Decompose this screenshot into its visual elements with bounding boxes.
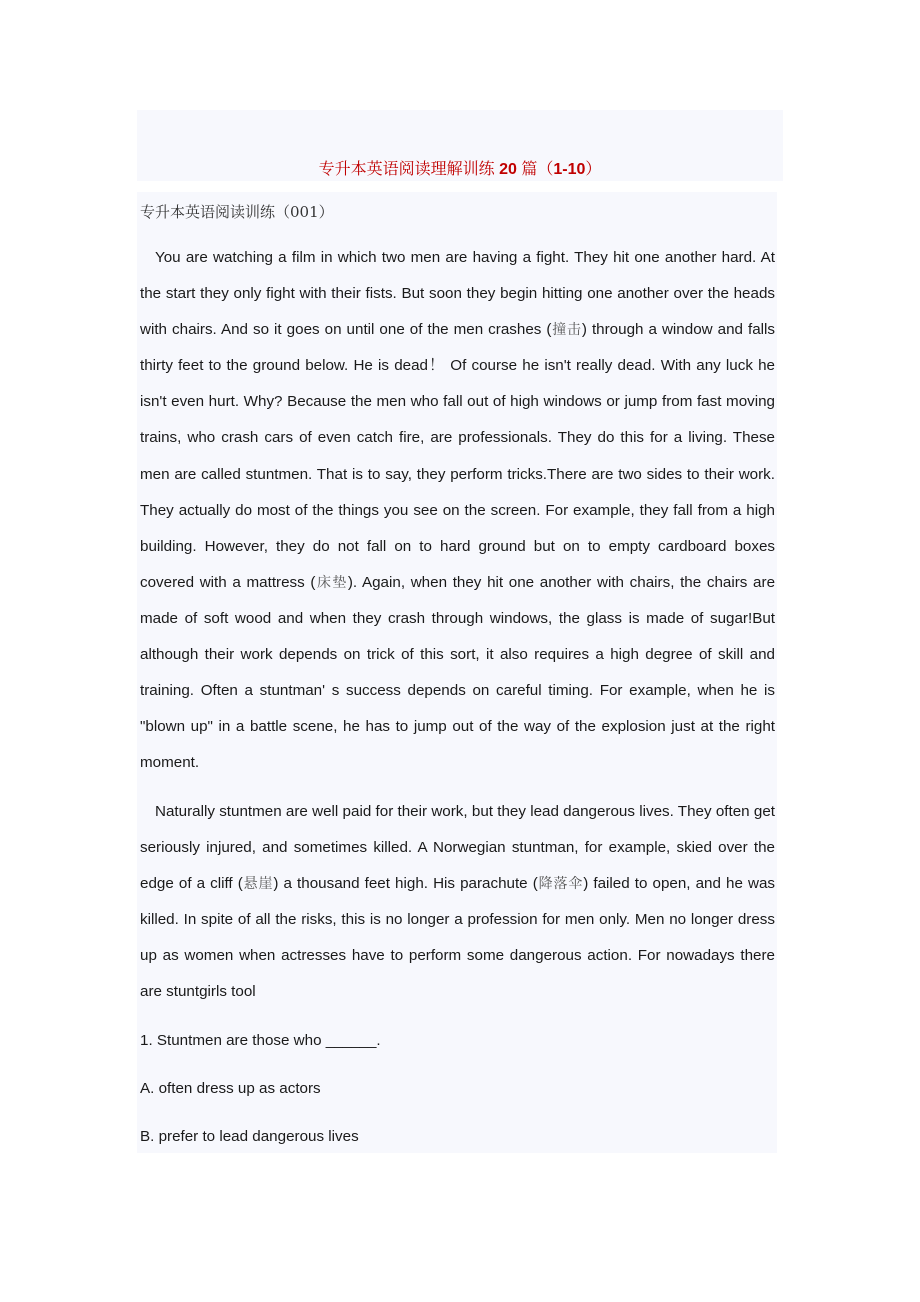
title-close: ） (585, 159, 602, 178)
passage-paragraph-1 (140, 240, 775, 781)
title-text-2: 篇（ (521, 159, 554, 178)
title-number: 20 (499, 161, 517, 178)
title-text: 专升本英语阅读理解训练 (318, 159, 495, 178)
section-heading: 专升本英语阅读训练（001） (140, 203, 334, 221)
document-title (137, 158, 783, 181)
para2-gloss-1: 悬崖 (242, 876, 274, 893)
title-range: 1-10 (553, 161, 586, 178)
para1-text-2: ) through a window and falls thirty feet to the ground below. He is dead！ Of course he isn't really dead. With any luck he isn't even hurt. Why? Because the men who fall out of high windows or jump from fast moving trains, who crash cars of even catch fire, are professionals. They do this for a living. These men are called stuntmen. That is to say, they perform tricks.There are two sides to their work. They actually do most of the things you see on the screen. For example, they fall from a high building. However, they do not fall on to hard ground but on to empty cardboard boxes covered with a mattress ( (140, 321, 776, 591)
para1-text-1: You are watching a film in which two men are having a fight. They hit one another hard. At the start they only fight with their fists. But soon they begin hitting one another over the heads with chairs. And so it goes on until one of the men crashes ( (140, 249, 775, 339)
title-banner (137, 110, 783, 181)
question-1-stem: 1. Stuntmen are those who ______. (140, 1032, 381, 1049)
para2-text-2: ) a thousand feet high. His parachute ( (273, 875, 538, 893)
question-1-option-b: B. prefer to lead dangerous lives (140, 1128, 359, 1145)
para1-gloss-1: 撞击 (551, 322, 582, 339)
question-1-option-a: A. often dress up as actors (140, 1080, 321, 1097)
passage-paragraph-2 (140, 794, 775, 1011)
para2-gloss-2: 降落伞 (537, 876, 584, 893)
para1-gloss-2: 床垫 (315, 574, 348, 591)
reading-passage-container (137, 192, 777, 1153)
para2-text-1: Naturally stuntmen are well paid for their work, but they lead dangerous lives. They often get seriously injured, and sometimes killed. A Norwegian stuntman, for example, skied over the edge of a cliff ( (140, 803, 775, 893)
para2-text-3: ) failed to open, and he was killed. In spite of all the risks, this is no longer a profession for men only. Men no longer dress up as women when actresses have to perform some dangerous action. For nowadays there are stuntgirls tool (140, 875, 776, 1001)
para1-text-3: ). Again, when they hit one another with chairs, the chairs are made of soft wood and when they crash through windows, the glass is made of sugar!But although their work depends on trick of this sort, it also requires a high degree of skill and training. Often a stuntman' s success depends on careful timing. For example, when he is "blown up" in a battle scene, he has to jump out of the way of the explosion just at the right moment. (140, 573, 776, 772)
